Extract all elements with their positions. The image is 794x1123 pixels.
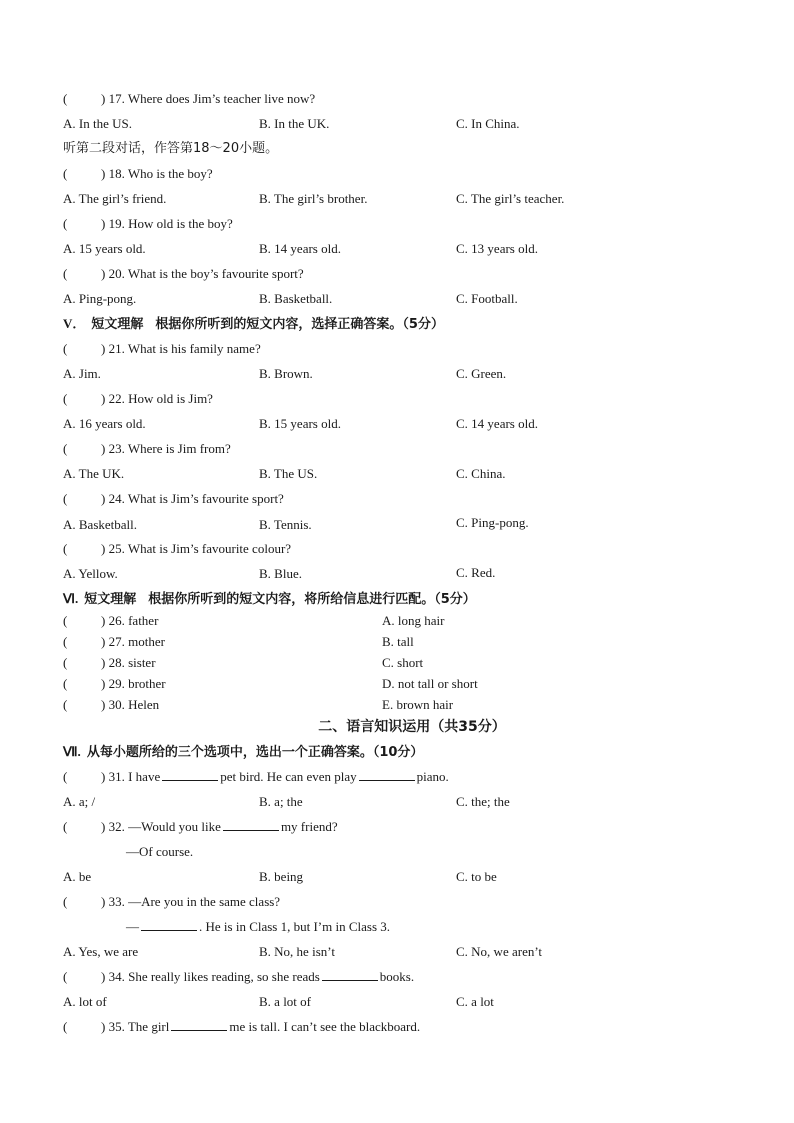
option-b: B. Basketball. xyxy=(259,291,333,306)
option-c: C. to be xyxy=(456,869,497,884)
option-a: A. Jim. xyxy=(63,366,101,381)
listening-instruction: 听第二段对话，作答第18～20小题。 xyxy=(63,141,279,156)
option-b: B. a; the xyxy=(259,794,303,809)
question-text: 18. Who is the boy? xyxy=(108,166,213,181)
option-b: B. being xyxy=(259,869,304,884)
option-a: A. In the US. xyxy=(63,116,132,131)
option-a: A. The girl’s friend. xyxy=(63,191,167,206)
question-text: 25. What is Jim’s favourite colour? xyxy=(108,541,292,556)
answer-blank xyxy=(359,768,415,781)
option-c: C. a lot xyxy=(456,994,494,1009)
question-34: ( ) 34. She really likes reading, so she reads books. xyxy=(63,969,415,984)
question-22: ( ) 22. How old is Jim? xyxy=(63,391,213,406)
answer-bracket-left: ( xyxy=(63,91,68,106)
option-b: B. Tennis. xyxy=(259,517,312,532)
question-text: 23. Where is Jim from? xyxy=(108,441,231,456)
match-item: ( ) 30. Helen xyxy=(63,697,160,712)
option-c: C. 13 years old. xyxy=(456,241,538,256)
option-a: A. Basketball. xyxy=(63,517,138,532)
option-b: B. 15 years old. xyxy=(259,416,341,431)
part-2-title: 二、语言知识运用（共35分） xyxy=(318,719,506,735)
section-5-heading: V． 短文理解 根据你所听到的短文内容，选择正确答案。（5分） xyxy=(63,316,444,332)
option-c: C. In China. xyxy=(456,116,520,131)
answer-bracket-right: ) xyxy=(101,91,106,106)
question-24: ( ) 24. What is Jim’s favourite sport? xyxy=(63,491,284,506)
question-text: 17. Where does Jim’s teacher live now? xyxy=(108,91,316,106)
option-a: A. 15 years old. xyxy=(63,241,146,256)
question-18: ( ) 18. Who is the boy? xyxy=(63,166,213,181)
question-33: ( ) 33. —Are you in the same class? xyxy=(63,894,281,909)
option-b: B. No, he isn’t xyxy=(259,944,335,959)
option-a: A. Yes, we are xyxy=(63,944,139,959)
option-b: B. Brown. xyxy=(259,366,313,381)
match-option: A. long hair xyxy=(382,613,445,628)
match-item: ( ) 27. mother xyxy=(63,634,165,649)
option-c: C. The girl’s teacher. xyxy=(456,191,565,206)
option-c: C. Red. xyxy=(456,565,496,580)
option-c: C. Football. xyxy=(456,291,518,306)
question-20: ( ) 20. What is the boy’s favourite sport? xyxy=(63,266,304,281)
answer-blank xyxy=(162,768,218,781)
question-21: ( ) 21. What is his family name? xyxy=(63,341,261,356)
option-b: B. Blue. xyxy=(259,566,302,581)
option-b: B. The girl’s brother. xyxy=(259,191,368,206)
question-text: 20. What is the boy’s favourite sport? xyxy=(108,266,304,281)
option-c: C. No, we aren’t xyxy=(456,944,543,959)
question-23: ( ) 23. Where is Jim from? xyxy=(63,441,231,456)
answer-blank xyxy=(322,968,378,981)
question-text: 21. What is his family name? xyxy=(108,341,261,356)
option-b: B. In the UK. xyxy=(259,116,330,131)
section-7-heading: Ⅶ. 从每小题所给的三个选项中，选出一个正确答案。（10分） xyxy=(63,744,424,760)
option-c: C. Green. xyxy=(456,366,507,381)
option-b: B. a lot of xyxy=(259,994,311,1009)
question-31: ( ) 31. I have pet bird. He can even play piano. xyxy=(63,769,449,784)
answer-blank xyxy=(141,918,197,931)
option-c: C. the; the xyxy=(456,794,510,809)
question-35: ( ) 35. The girl me is tall. I can’t see the blackboard. xyxy=(63,1019,421,1034)
option-a: A. be xyxy=(63,869,92,884)
question-32: ( ) 32. —Would you like my friend? xyxy=(63,819,338,834)
match-option: B. tall xyxy=(382,634,414,649)
option-a: A. The UK. xyxy=(63,466,125,481)
dialogue-reply: —Of course. xyxy=(126,844,194,859)
option-a: A. Ping-pong. xyxy=(63,291,137,306)
section-6-heading: Ⅵ. 短文理解 根据你所听到的短文内容，将所给信息进行匹配。（5分） xyxy=(63,591,476,607)
question-text: 22. How old is Jim? xyxy=(108,391,213,406)
option-a: A. lot of xyxy=(63,994,107,1009)
question-text: 24. What is Jim’s favourite sport? xyxy=(108,491,284,506)
match-option: D. not tall or short xyxy=(382,676,478,691)
answer-blank xyxy=(223,818,279,831)
match-option: C. short xyxy=(382,655,424,670)
option-c: C. Ping-pong. xyxy=(456,515,529,530)
question-17 xyxy=(63,89,315,109)
option-a: A. 16 years old. xyxy=(63,416,146,431)
match-item: ( ) 26. father xyxy=(63,613,159,628)
option-a: A. a; / xyxy=(63,794,96,809)
option-c: C. 14 years old. xyxy=(456,416,538,431)
dialogue-reply: — . He is in Class 1, but I’m in Class 3. xyxy=(126,919,391,934)
question-text: 19. How old is the boy? xyxy=(108,216,233,231)
option-b: B. 14 years old. xyxy=(259,241,341,256)
answer-blank xyxy=(171,1018,227,1031)
question-25: ( ) 25. What is Jim’s favourite colour? xyxy=(63,541,292,556)
match-option: E. brown hair xyxy=(382,697,454,712)
option-a: A. Yellow. xyxy=(63,566,118,581)
option-b: B. The US. xyxy=(259,466,318,481)
match-item: ( ) 28. sister xyxy=(63,655,156,670)
match-item: ( ) 29. brother xyxy=(63,676,166,691)
question-19: ( ) 19. How old is the boy? xyxy=(63,216,233,231)
option-c: C. China. xyxy=(456,466,506,481)
